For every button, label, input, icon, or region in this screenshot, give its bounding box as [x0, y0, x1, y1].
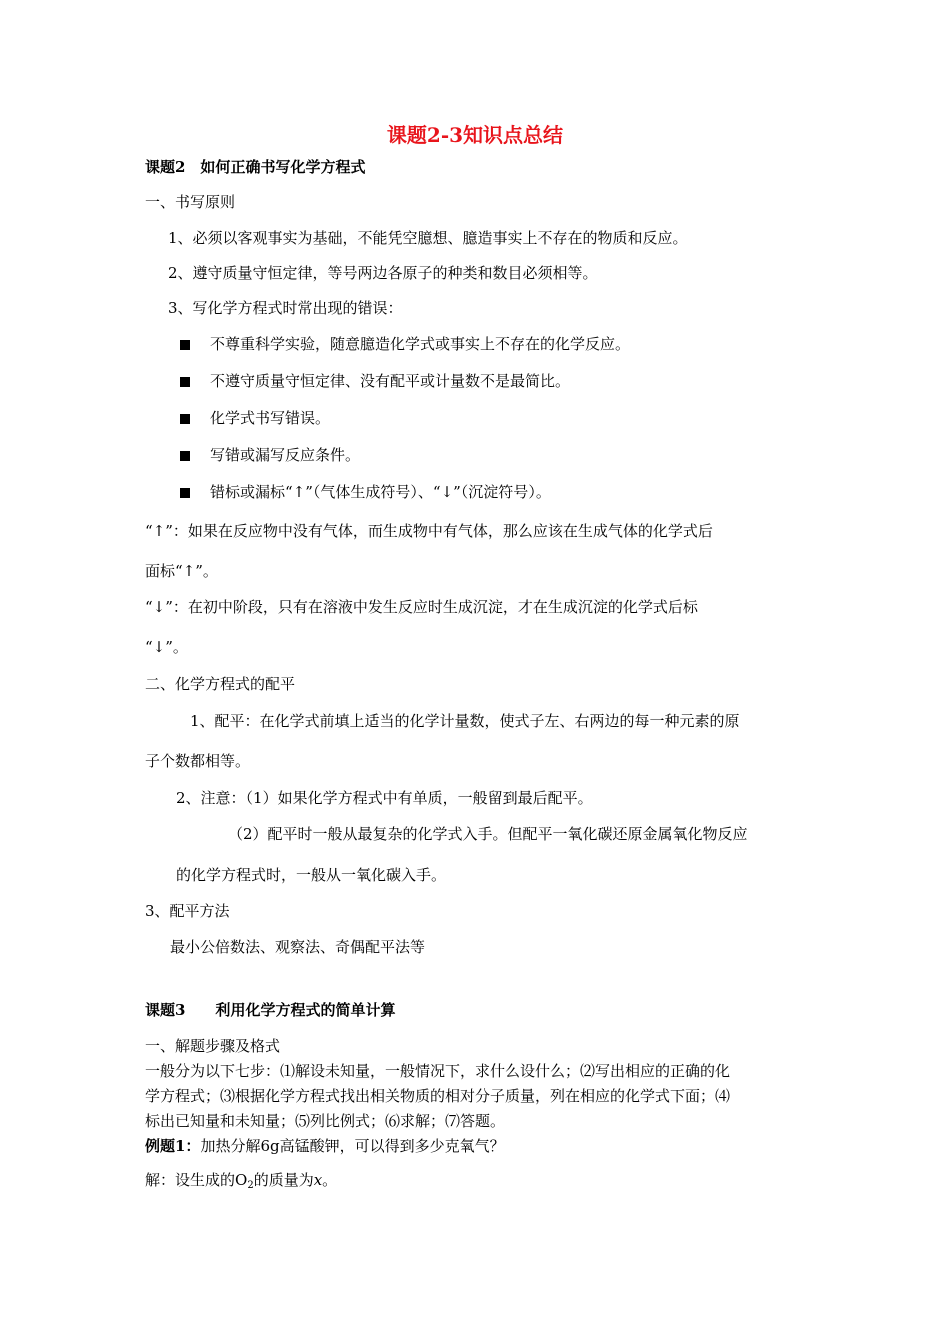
balance-2b-line1: （2）配平时一般从最复杂的化学式入手。但配平一氧化碳还原金属氧化物反应	[228, 825, 748, 843]
part-heading-principles: 一、书写原则	[145, 193, 236, 211]
error-item: 写错或漏写反应条件。	[210, 446, 361, 464]
principle-3: 3、写化学方程式时常出现的错误：	[168, 299, 403, 317]
bullet-icon	[180, 488, 190, 498]
section-heading-3: 课题3 利用化学方程式的简单计算	[145, 1001, 396, 1019]
error-item: 错标或漏标“↑”（气体生成符号）、“↓”（沉淀符号）。	[210, 483, 551, 501]
page-title: 课题2-3知识点总结	[386, 123, 564, 147]
bullet-icon	[180, 414, 190, 424]
example-text: 加热分解6g高锰酸钾，可以得到多少克氧气？	[200, 1137, 505, 1155]
steps-line3: 标出已知量和未知量；⑸列比例式；⑹求解；⑺答题。	[145, 1112, 506, 1130]
principle-1: 1、必须以客观事实为基础，不能凭空臆想、臆造事实上不存在的物质和反应。	[168, 229, 688, 247]
error-item: 化学式书写错误。	[210, 409, 331, 427]
bullet-icon	[180, 340, 190, 350]
example-1	[145, 1136, 505, 1156]
section-heading-2: 课题2 如何正确书写化学方程式	[145, 158, 366, 176]
up-arrow-note-line2: 面标“↑”。	[145, 562, 218, 580]
part-heading-balancing: 二、化学方程式的配平	[145, 675, 296, 693]
up-arrow-note-line1: “↑”：如果在反应物中没有气体，而生成物中有气体，那么应该在生成气体的化学式后	[145, 522, 713, 540]
example-label: 例题1：	[145, 1137, 201, 1155]
down-arrow-note-line1: “↓”：在初中阶段，只有在溶液中发生反应时生成沉淀，才在生成沉淀的化学式后标	[145, 598, 698, 616]
bullet-icon	[180, 451, 190, 461]
bullet-icon	[180, 377, 190, 387]
solution-prefix: 解：设生成的O	[145, 1171, 248, 1189]
steps-line1: 一般分为以下七步：⑴解设未知量，一般情况下，求什么设什么；⑵写出相应的正确的化	[145, 1062, 731, 1080]
part-heading-steps: 一、解题步骤及格式	[145, 1037, 281, 1055]
balance-1-line2: 子个数都相等。	[145, 752, 251, 770]
balance-2b-line2: 的化学方程式时，一般从一氧化碳入手。	[176, 866, 447, 884]
balance-1-line1: 1、配平：在化学式前填上适当的化学计量数，使式子左、右两边的每一种元素的原	[190, 712, 740, 730]
principle-2: 2、遵守质量守恒定律，等号两边各原子的种类和数目必须相等。	[168, 264, 598, 282]
error-item: 不遵守质量守恒定律、没有配平或计量数不是最简比。	[210, 372, 571, 390]
balance-2: 2、注意：（1）如果化学方程式中有单质，一般留到最后配平。	[176, 789, 593, 807]
part-heading-methods: 3、配平方法	[145, 902, 230, 920]
down-arrow-note-line2: “↓”。	[145, 638, 188, 656]
steps-line2: 学方程式；⑶根据化学方程式找出相关物质的相对分子质量，列在相应的化学式下面；⑷	[145, 1087, 731, 1105]
solution-mid: 的质量为	[253, 1171, 314, 1189]
solution-variable: x	[313, 1171, 323, 1189]
solution-line	[145, 1170, 337, 1196]
balancing-methods: 最小公倍数法、观察法、奇偶配平法等	[170, 938, 426, 956]
error-item: 不尊重科学实验，随意臆造化学式或事实上不存在的化学反应。	[210, 335, 631, 353]
solution-subscript: 2	[247, 1180, 254, 1191]
solution-end: 。	[322, 1171, 338, 1189]
